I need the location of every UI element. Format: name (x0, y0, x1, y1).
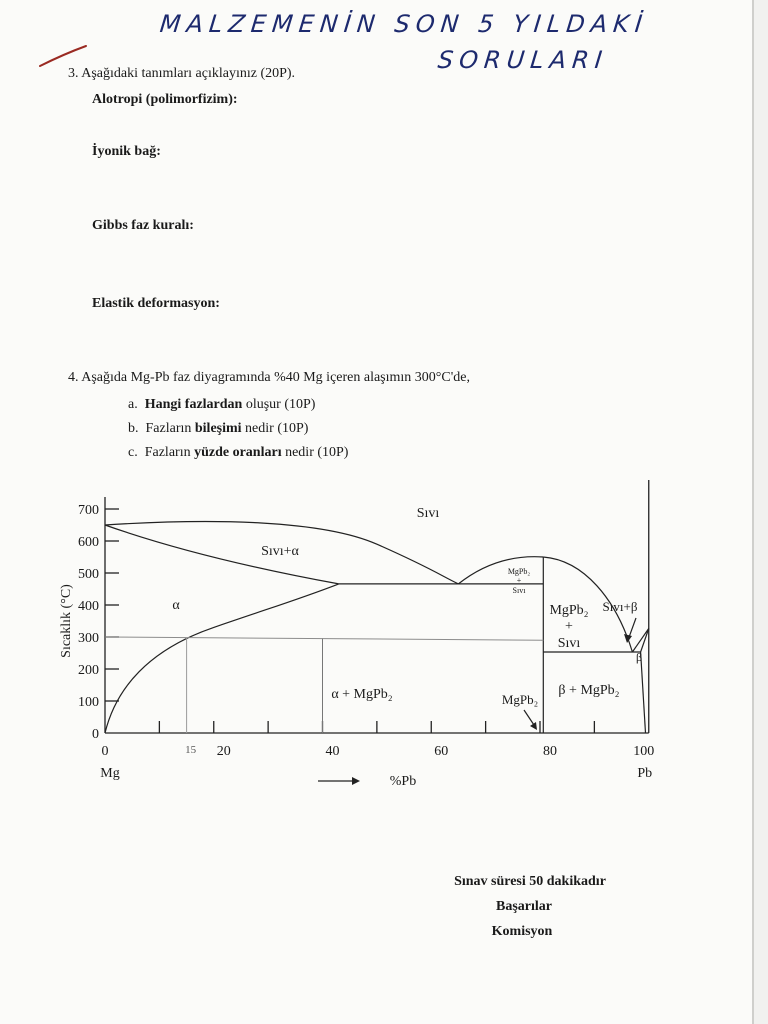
region-mgpb2-sivi-small-2: Sıvı (512, 586, 526, 595)
region-mgpb2-sivi-1: MgPb₂ (549, 603, 589, 618)
y-tick-label-200: 200 (78, 663, 99, 678)
label-mgpb2-compound: MgPb₂ (501, 692, 539, 707)
question-4-text: 4. Aşağıda Mg-Pb faz diyagramında %40 Mg içeren alaşımın 300°C'de, (68, 370, 470, 385)
term-iyonik-bag: İyonik bağ: (92, 144, 161, 159)
region-mgpb2-sivi-2: Sıvı (557, 636, 581, 651)
region-alpha-mgpb2: α + MgPb₂ (331, 687, 393, 702)
liquidus-to-mgpb2 (458, 557, 543, 584)
solvus-alpha (105, 584, 339, 733)
x-axis-label: %Pb (389, 774, 417, 789)
good-luck-note: Başarılar (496, 899, 552, 914)
region-sivi-beta: Sıvı+β (602, 599, 638, 614)
term-gibbs: Gibbs faz kuralı: (92, 218, 194, 233)
committee-note: Komisyon (491, 924, 553, 939)
isotherm-300 (105, 637, 543, 640)
region-alpha: α (172, 598, 180, 613)
x-tick-label-80: 80 (543, 744, 557, 759)
region-beta-mgpb2: β + MgPb₂ (558, 683, 620, 698)
region-sivi-alpha: Sıvı+α (261, 544, 299, 559)
region-mgpb2-sivi-small-plus: + (516, 576, 522, 585)
region-sivi: Sıvı (416, 506, 440, 521)
region-mgpb2-sivi-small-1: MgPb₂ (507, 567, 531, 576)
question-3-text: 3. Aşağıdaki tanımları açıklayınız (20P). (68, 66, 296, 81)
x-tick-label-100: 100 (633, 744, 655, 759)
x-tick-label-0: 0 (101, 744, 109, 759)
y-tick-label-100: 100 (78, 695, 99, 710)
x-tick-label-20: 20 (216, 744, 231, 759)
x-tick-label-40: 40 (325, 744, 340, 759)
region-mgpb2-sivi-plus: + (565, 619, 573, 634)
x-tick-label-60: 60 (434, 744, 449, 759)
handwritten-subtitle: SORULARI (436, 46, 610, 74)
y-axis-label: Sıcaklık (°C) (59, 584, 74, 658)
sivi-beta-pointer-arrowhead (624, 634, 632, 643)
y-tick-label-0: 0 (92, 727, 99, 742)
x-axis-arrow-head (352, 777, 360, 785)
question-4c: c. Fazların yüzde oranları nedir (10P) (128, 445, 349, 460)
liquidus-pb-side (632, 628, 648, 652)
x-end-label-mg: Mg (100, 766, 120, 781)
solvus-beta (641, 652, 646, 733)
question-4b: b. Fazların bileşimi nedir (10P) (128, 421, 309, 436)
term-alotropi: Alotropi (polimorfizim): (92, 92, 238, 107)
y-tick-label-300: 300 (78, 631, 99, 646)
y-tick-label-600: 600 (78, 535, 99, 550)
handwritten-title: MALZEMENİN SON 5 YILDAKİ (158, 10, 650, 38)
solidus-alpha (105, 525, 339, 584)
exam-duration-note: Sınav süresi 50 dakikadır (454, 874, 606, 889)
handwritten-tick-15: 15 (185, 744, 197, 756)
y-tick-label-500: 500 (78, 567, 99, 582)
region-beta: β (635, 650, 643, 664)
y-tick-label-700: 700 (78, 503, 99, 518)
solidus-beta (641, 628, 649, 652)
term-elastik: Elastik deformasyon: (92, 296, 220, 311)
y-tick-label-400: 400 (78, 599, 99, 614)
x-end-label-pb: Pb (637, 766, 653, 781)
question-4a: a. Hangi fazlardan oluşur (10P) (128, 397, 316, 412)
